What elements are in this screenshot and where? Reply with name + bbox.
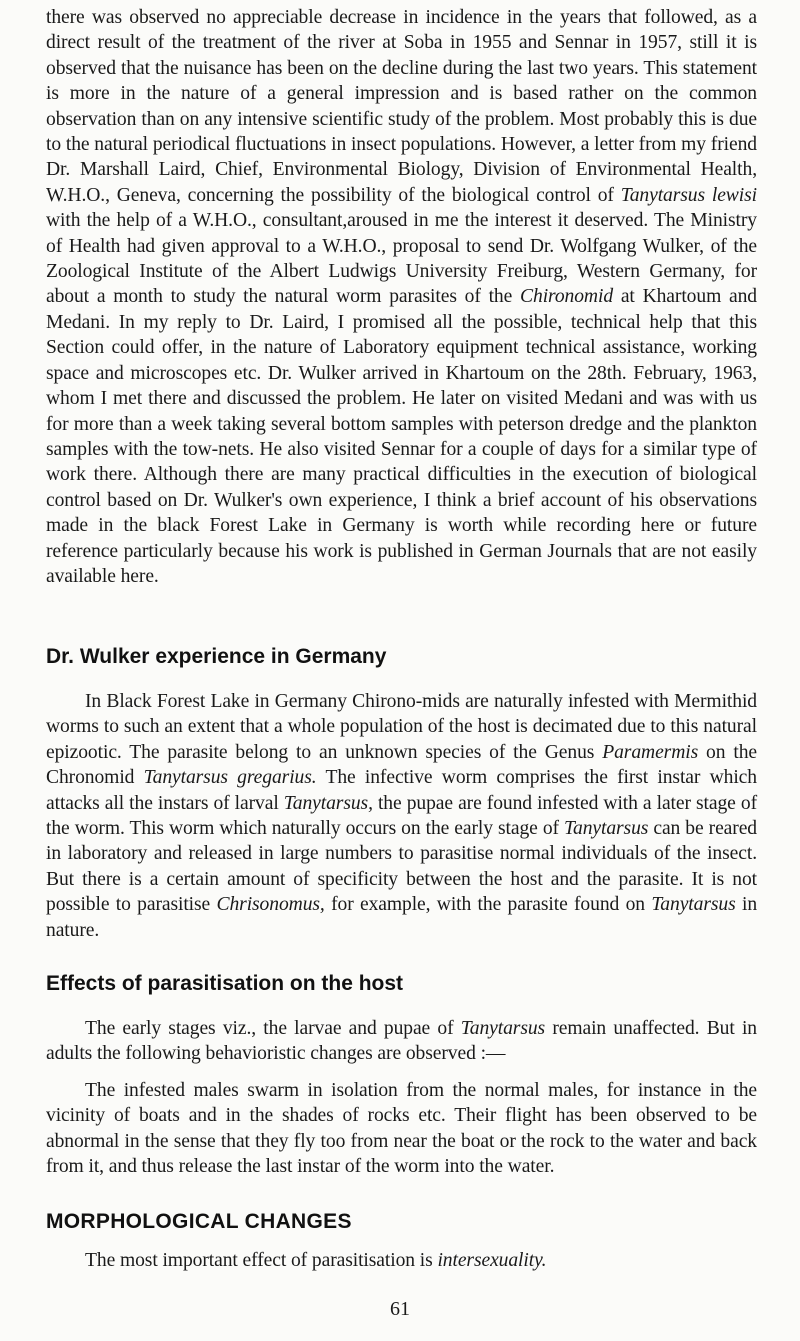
paragraph-intersexuality bbox=[46, 1248, 757, 1273]
page-number: 61 bbox=[390, 1298, 410, 1320]
paragraph-early-stages bbox=[46, 1016, 757, 1067]
paragraph-black-forest-text-6: for example, with the parasite found on bbox=[324, 894, 652, 916]
family-name-italic: Chironomid bbox=[520, 286, 614, 308]
paragraph-early-stages-text-2: remain unaffected. But in adults the following behavioristic changes are observed :— bbox=[46, 1018, 757, 1065]
paragraph-black-forest-text-4: the pupae are found infested with a later stage of the worm. This worm which naturally occurs on the early stage of bbox=[46, 792, 757, 840]
paragraph-intro-text-2: with the help of a W.H.O., consultant,aroused in me the interest it deserved. The Ministry of Health had given approval to a W.H.O., proposal to send Dr. Wolfgang Wulker, of the Zoological Institute of the Albert Ludwigs University Freiburg, Western Germany, for about a month to study the natural worm parasites of the bbox=[46, 210, 757, 308]
tanytarsus-italic-3: Tanytarsus bbox=[651, 894, 736, 916]
paragraph-intro-text-3: at Khartoum and Medani. In my reply to Dr. Laird, I promised all the possible, technical help that this Section could offer, in the nature of Laboratory equipment technical assistance, working space and microscopes etc. Dr. Wulker arrived in Khartoum on the 28th. February, 1963, whom I met there and discussed the problem. He later on visited Medani and was with us for more than a week taking several bottom samples with peterson dredge and the plankton samples with the tow-nets. He also visited Sennar for a couple of days for a similar type of work there. Although there are many practical difficulties in the execution of biological control based on Dr. Wulker's own experience, I think a brief account of his observations made in the black Forest Lake in Germany is worth while recording here or future reference particularly because his work is published in German Journals that are not easily available here. bbox=[46, 286, 757, 587]
section-heading-effects: Effects of parasitisation on the host bbox=[46, 972, 404, 995]
intersexuality-italic: intersexuality. bbox=[437, 1250, 547, 1271]
paragraph-black-forest-text-3: The infective worm comprises the first instar which attacks all the instars of larval bbox=[46, 767, 757, 814]
paragraph-intro-text-1: there was observed no appreciable decrease in incidence in the years that followed, as a direct result of the treatment of the river at Soba in 1955 and Sennar in 1957, still it is observed that the nuisance has been on the decline during the last two years. This statement is more in the nature of a general impression and is based rather on the common observation than on any intensive scientific study of the problem. Most probably this is due to the natural periodical fluctuations in insect populations. However, a letter from my friend Dr. Marshall Laird, Chief, Environmental Biology, Division of Environmental Health, W.H.O., Geneva, concerning the possibility of the biological control of bbox=[46, 7, 757, 206]
tanytarsus-italic-2: Tanytarsus bbox=[564, 818, 649, 840]
section-heading-morphological: MORPHOLOGICAL CHANGES bbox=[46, 1210, 352, 1233]
section-heading-germany: Dr. Wulker experience in Germany bbox=[46, 645, 387, 668]
species-gregarius-italic: Tanytarsus gregarius. bbox=[143, 767, 317, 789]
paragraph-black-forest-text-1: In Black Forest Lake in Germany Chirono-mids are naturally infested with Mermithid worms to such an extent that a whole population of the host is decimated due to this natural epizootic. The parasite belong to an unknown species of the Genus bbox=[46, 691, 757, 763]
genus-name-italic: Paramermis bbox=[602, 741, 699, 763]
paragraph-infested-males: The infested males swarm in isolation from the normal males, for instance in the vicinity of boats and in the shades of rocks etc. Their flight has been observed to be abnormal in the sense that they fly too from near the boat or the rock to the water and back from it, and thus release the last instar of the worm into the water. bbox=[46, 1080, 757, 1178]
species-name-italic: Tanytarsus lewisi bbox=[620, 184, 757, 206]
paragraph-black-forest-text-5: can be reared in laboratory and released in large numbers to parasitise normal individuals of the insect. But there is a certain amount of specificity between the host and the parasite. It is not possible to parasitise bbox=[46, 818, 757, 916]
chrisonomus-italic: Chrisonomus, bbox=[216, 894, 325, 916]
tanytarsus-italic-1: Tanytarsus, bbox=[283, 792, 373, 814]
paragraph-intro bbox=[46, 5, 757, 589]
paragraph-black-forest-text-2: on the Chronomid bbox=[46, 741, 757, 789]
paragraph-intersexuality-text: The most important effect of parasitisation is bbox=[85, 1250, 438, 1271]
tanytarsus-italic-4: Tanytarsus bbox=[460, 1018, 546, 1039]
paragraph-early-stages-text-1: The early stages viz., the larvae and pupae of bbox=[85, 1018, 461, 1039]
paragraph-black-forest bbox=[46, 689, 757, 943]
paragraph-black-forest-text-7: in nature. bbox=[46, 894, 758, 941]
